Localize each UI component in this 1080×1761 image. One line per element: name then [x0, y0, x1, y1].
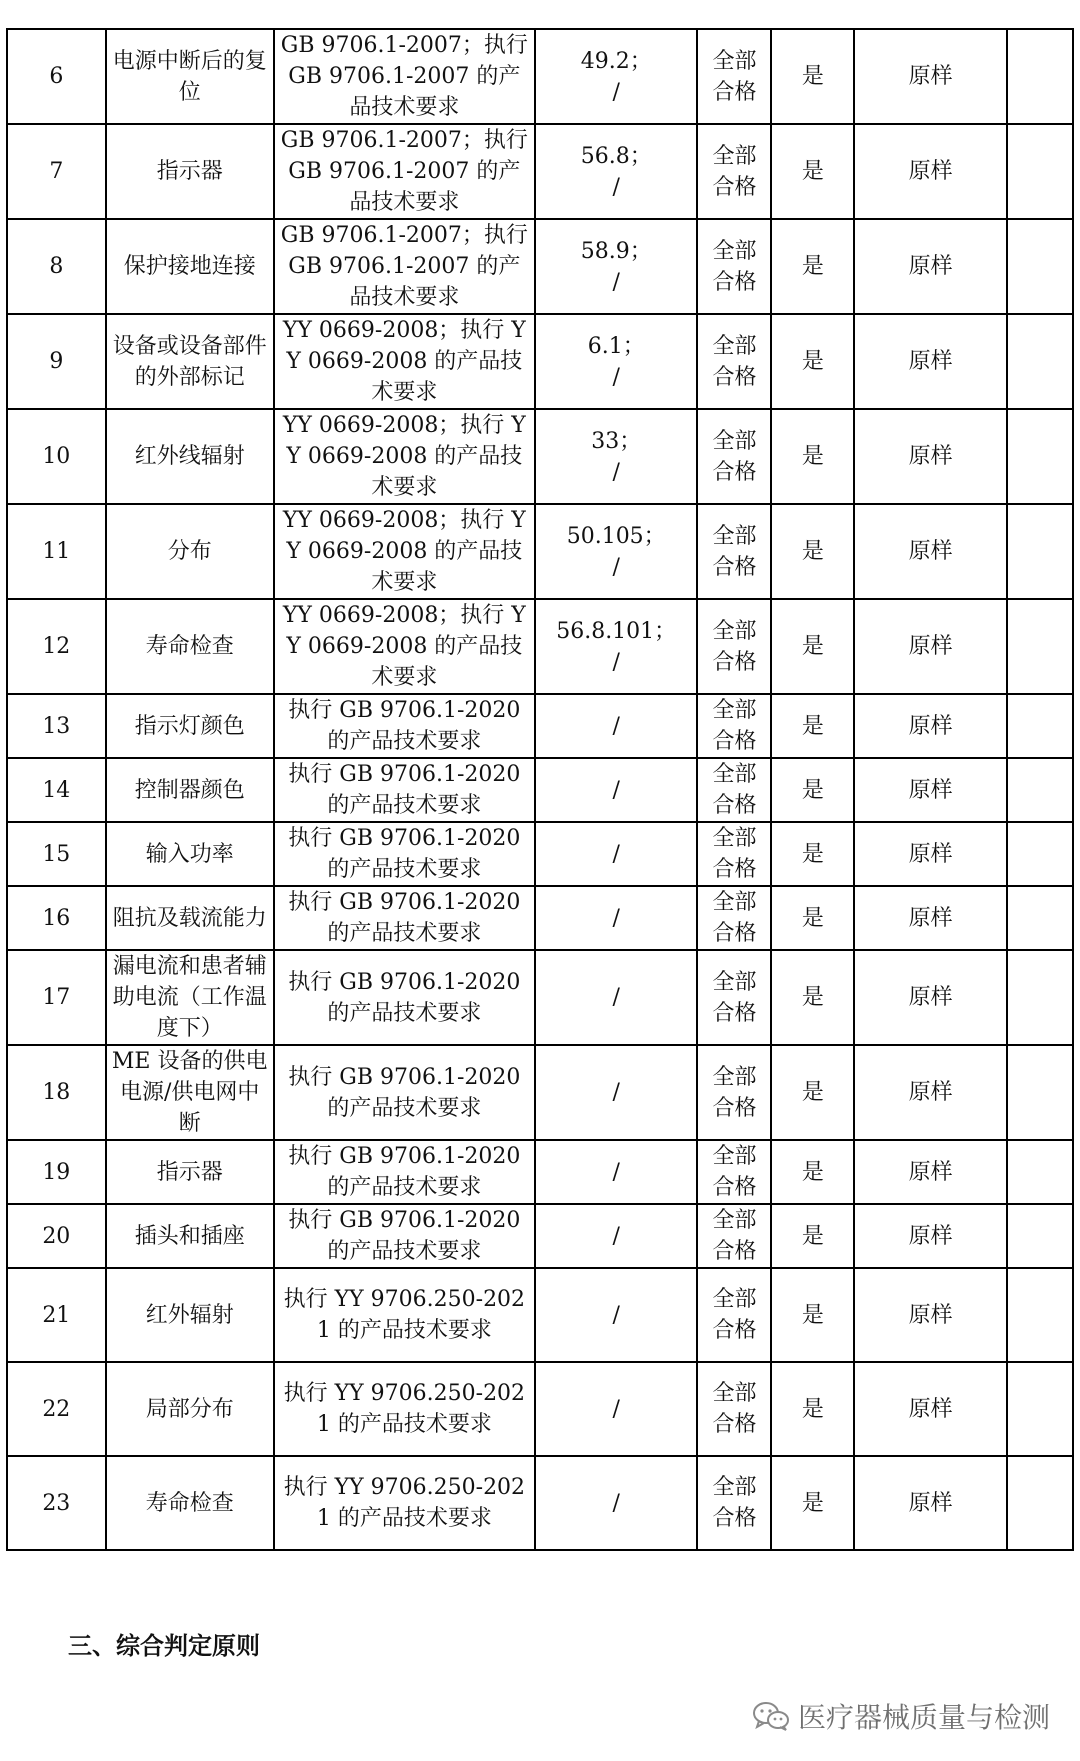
clause-number-cell: /: [535, 1456, 698, 1550]
sample-state-cell: 原样: [854, 219, 1006, 314]
conformity-cell: 是: [771, 1140, 854, 1204]
row-number-cell: 14: [7, 758, 106, 822]
test-method-cell: YY 0669-2008；执行 YY 0669-2008 的产品技术要求: [274, 314, 535, 409]
conformity-cell: 是: [771, 1268, 854, 1362]
test-result-cell: 全部合格: [697, 1140, 771, 1204]
remark-cell: [1007, 504, 1073, 599]
sample-state-cell: 原样: [854, 886, 1006, 950]
test-item-cell: 设备或设备部件的外部标记: [106, 314, 274, 409]
table-row: [7, 758, 1073, 822]
test-result-cell: 全部合格: [697, 504, 771, 599]
clause-number-cell: /: [535, 1045, 698, 1140]
clause-number-cell: /: [535, 950, 698, 1045]
sample-state-cell: 原样: [854, 124, 1006, 219]
test-item-cell: 漏电流和患者辅助电流（工作温度下）: [106, 950, 274, 1045]
table-row: [7, 1140, 1073, 1204]
table-row: [7, 1362, 1073, 1456]
watermark-text: 医疗器械质量与检测: [797, 1701, 1050, 1734]
conformity-cell: 是: [771, 29, 854, 124]
test-result-cell: 全部合格: [697, 822, 771, 886]
test-result-cell: 全部合格: [697, 1204, 771, 1268]
clause-number-cell: 33； /: [535, 409, 698, 504]
sample-state-cell: 原样: [854, 950, 1006, 1045]
test-item-cell: 寿命检查: [106, 1456, 274, 1550]
table-row: [7, 950, 1073, 1045]
sample-state-cell: 原样: [854, 1045, 1006, 1140]
remark-cell: [1007, 29, 1073, 124]
test-result-cell: 全部合格: [697, 1456, 771, 1550]
clause-number-cell: /: [535, 1140, 698, 1204]
remark-cell: [1007, 822, 1073, 886]
sample-state-cell: 原样: [854, 694, 1006, 758]
row-number-cell: 20: [7, 1204, 106, 1268]
sample-state-cell: 原样: [854, 1140, 1006, 1204]
sample-state-cell: 原样: [854, 314, 1006, 409]
conformity-cell: 是: [771, 1045, 854, 1140]
test-result-cell: 全部合格: [697, 950, 771, 1045]
test-item-cell: 局部分布: [106, 1362, 274, 1456]
remark-cell: [1007, 124, 1073, 219]
remark-cell: [1007, 886, 1073, 950]
row-number-cell: 21: [7, 1268, 106, 1362]
row-number-cell: 12: [7, 599, 106, 694]
conformity-cell: 是: [771, 1456, 854, 1550]
clause-number-cell: /: [535, 822, 698, 886]
test-method-cell: YY 0669-2008；执行 YY 0669-2008 的产品技术要求: [274, 599, 535, 694]
table-row: [7, 599, 1073, 694]
test-item-cell: 阻抗及载流能力: [106, 886, 274, 950]
row-number-cell: 10: [7, 409, 106, 504]
conformity-cell: 是: [771, 504, 854, 599]
test-item-cell: 指示灯颜色: [106, 694, 274, 758]
test-item-cell: 寿命检查: [106, 599, 274, 694]
test-result-cell: 全部合格: [697, 1045, 771, 1140]
clause-number-cell: /: [535, 1204, 698, 1268]
test-method-cell: 执行 YY 9706.250-2021 的产品技术要求: [274, 1268, 535, 1362]
table-row: [7, 1045, 1073, 1140]
sample-state-cell: 原样: [854, 758, 1006, 822]
test-result-cell: 全部合格: [697, 1268, 771, 1362]
test-method-cell: 执行 GB 9706.1-2020 的产品技术要求: [274, 694, 535, 758]
clause-number-cell: 58.9； /: [535, 219, 698, 314]
test-method-cell: GB 9706.1-2007；执行 GB 9706.1-2007 的产品技术要求: [274, 219, 535, 314]
test-item-cell: 电源中断后的复位: [106, 29, 274, 124]
remark-cell: [1007, 950, 1073, 1045]
sample-state-cell: 原样: [854, 1204, 1006, 1268]
table-row: [7, 886, 1073, 950]
row-number-cell: 18: [7, 1045, 106, 1140]
test-result-cell: 全部合格: [697, 886, 771, 950]
test-method-cell: 执行 YY 9706.250-2021 的产品技术要求: [274, 1362, 535, 1456]
remark-cell: [1007, 1045, 1073, 1140]
test-item-cell: 红外线辐射: [106, 409, 274, 504]
row-number-cell: 11: [7, 504, 106, 599]
clause-number-cell: /: [535, 758, 698, 822]
row-number-cell: 16: [7, 886, 106, 950]
sample-state-cell: 原样: [854, 599, 1006, 694]
test-result-cell: 全部合格: [697, 694, 771, 758]
conformity-cell: 是: [771, 409, 854, 504]
test-result-cell: 全部合格: [697, 599, 771, 694]
table-row: [7, 409, 1073, 504]
test-method-cell: 执行 GB 9706.1-2020 的产品技术要求: [274, 886, 535, 950]
test-method-cell: GB 9706.1-2007；执行 GB 9706.1-2007 的产品技术要求: [274, 29, 535, 124]
test-method-cell: 执行 YY 9706.250-2021 的产品技术要求: [274, 1456, 535, 1550]
clause-number-cell: 50.105； /: [535, 504, 698, 599]
clause-number-cell: 56.8； /: [535, 124, 698, 219]
row-number-cell: 23: [7, 1456, 106, 1550]
table-row: [7, 694, 1073, 758]
test-method-cell: YY 0669-2008；执行 YY 0669-2008 的产品技术要求: [274, 409, 535, 504]
remark-cell: [1007, 1456, 1073, 1550]
remark-cell: [1007, 1268, 1073, 1362]
table-row: [7, 822, 1073, 886]
test-result-cell: 全部合格: [697, 219, 771, 314]
test-item-cell: 指示器: [106, 124, 274, 219]
test-item-cell: ME 设备的供电电源/供电网中断: [106, 1045, 274, 1140]
table-body: [7, 29, 1073, 1550]
table-row: [7, 124, 1073, 219]
sample-state-cell: 原样: [854, 29, 1006, 124]
clause-number-cell: 56.8.101； /: [535, 599, 698, 694]
table-row: [7, 314, 1073, 409]
test-item-cell: 分布: [106, 504, 274, 599]
test-method-cell: GB 9706.1-2007；执行 GB 9706.1-2007 的产品技术要求: [274, 124, 535, 219]
sample-state-cell: 原样: [854, 409, 1006, 504]
row-number-cell: 19: [7, 1140, 106, 1204]
table-row: [7, 504, 1073, 599]
sample-state-cell: 原样: [854, 822, 1006, 886]
test-method-cell: 执行 GB 9706.1-2020 的产品技术要求: [274, 950, 535, 1045]
test-item-cell: 输入功率: [106, 822, 274, 886]
test-result-cell: 全部合格: [697, 314, 771, 409]
conformity-cell: 是: [771, 124, 854, 219]
remark-cell: [1007, 758, 1073, 822]
clause-number-cell: /: [535, 1268, 698, 1362]
row-number-cell: 15: [7, 822, 106, 886]
wechat-icon: [752, 1700, 790, 1732]
test-result-cell: 全部合格: [697, 758, 771, 822]
test-method-cell: 执行 GB 9706.1-2020 的产品技术要求: [274, 758, 535, 822]
row-number-cell: 8: [7, 219, 106, 314]
section-heading: 三、综合判定原则: [68, 1632, 260, 1660]
sample-state-cell: 原样: [854, 1456, 1006, 1550]
row-number-cell: 7: [7, 124, 106, 219]
row-number-cell: 13: [7, 694, 106, 758]
remark-cell: [1007, 314, 1073, 409]
clause-number-cell: 49.2； /: [535, 29, 698, 124]
conformity-cell: 是: [771, 1204, 854, 1268]
watermark: [752, 1696, 1050, 1736]
table-row: [7, 1268, 1073, 1362]
sample-state-cell: 原样: [854, 504, 1006, 599]
conformity-cell: 是: [771, 822, 854, 886]
row-number-cell: 9: [7, 314, 106, 409]
clause-number-cell: /: [535, 1362, 698, 1456]
test-item-cell: 控制器颜色: [106, 758, 274, 822]
conformity-cell: 是: [771, 314, 854, 409]
table-row: [7, 29, 1073, 124]
test-result-cell: 全部合格: [697, 124, 771, 219]
test-result-cell: 全部合格: [697, 409, 771, 504]
test-method-cell: 执行 GB 9706.1-2020 的产品技术要求: [274, 1045, 535, 1140]
sample-state-cell: 原样: [854, 1268, 1006, 1362]
remark-cell: [1007, 694, 1073, 758]
test-item-cell: 红外辐射: [106, 1268, 274, 1362]
test-result-cell: 全部合格: [697, 29, 771, 124]
clause-number-cell: /: [535, 694, 698, 758]
row-number-cell: 6: [7, 29, 106, 124]
sample-state-cell: 原样: [854, 1362, 1006, 1456]
remark-cell: [1007, 1204, 1073, 1268]
table-row: [7, 1204, 1073, 1268]
remark-cell: [1007, 409, 1073, 504]
remark-cell: [1007, 1140, 1073, 1204]
test-result-cell: 全部合格: [697, 1362, 771, 1456]
remark-cell: [1007, 599, 1073, 694]
table-row: [7, 1456, 1073, 1550]
remark-cell: [1007, 1362, 1073, 1456]
clause-number-cell: /: [535, 886, 698, 950]
test-item-cell: 保护接地连接: [106, 219, 274, 314]
conformity-cell: 是: [771, 758, 854, 822]
test-method-cell: 执行 GB 9706.1-2020 的产品技术要求: [274, 1204, 535, 1268]
conformity-cell: 是: [771, 950, 854, 1045]
test-method-cell: 执行 GB 9706.1-2020 的产品技术要求: [274, 1140, 535, 1204]
row-number-cell: 17: [7, 950, 106, 1045]
test-item-cell: 指示器: [106, 1140, 274, 1204]
test-item-cell: 插头和插座: [106, 1204, 274, 1268]
test-items-table: [6, 28, 1074, 1551]
test-method-cell: 执行 GB 9706.1-2020 的产品技术要求: [274, 822, 535, 886]
conformity-cell: 是: [771, 886, 854, 950]
conformity-cell: 是: [771, 219, 854, 314]
conformity-cell: 是: [771, 1362, 854, 1456]
conformity-cell: 是: [771, 599, 854, 694]
remark-cell: [1007, 219, 1073, 314]
clause-number-cell: 6.1； /: [535, 314, 698, 409]
test-method-cell: YY 0669-2008；执行 YY 0669-2008 的产品技术要求: [274, 504, 535, 599]
conformity-cell: 是: [771, 694, 854, 758]
row-number-cell: 22: [7, 1362, 106, 1456]
table-row: [7, 219, 1073, 314]
